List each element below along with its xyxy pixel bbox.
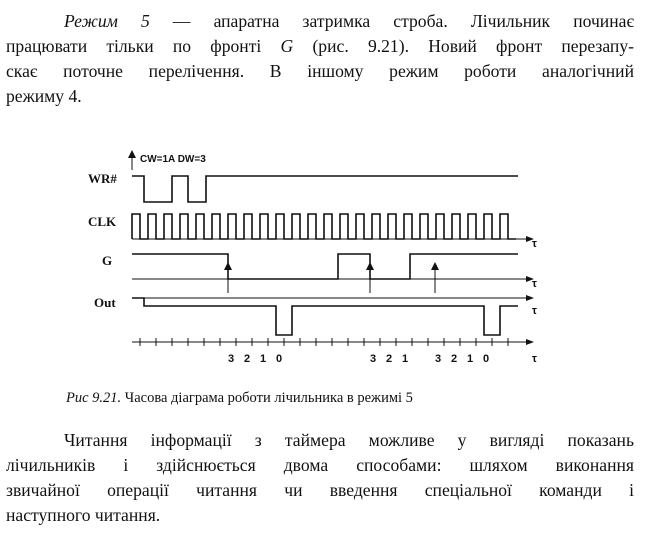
para1-line-2	[6, 34, 634, 59]
countdown-1-2: 2	[244, 353, 251, 365]
g-edge-arrow-icon-3	[431, 262, 439, 270]
g-edge-arrow-icon-2	[366, 262, 374, 270]
countdown-2-1: 1	[402, 353, 409, 365]
paragraph-reading	[6, 428, 634, 528]
para1-line-1	[6, 9, 634, 34]
clk-label: CLK	[88, 214, 117, 229]
time-axis-arrow-icon	[526, 339, 534, 345]
paragraph-mode-5	[6, 9, 634, 109]
time-axis-tau: τ	[532, 353, 537, 365]
countdown-3-0: 0	[483, 353, 490, 365]
g-waveform	[132, 254, 518, 279]
g-axis-tau: τ	[532, 278, 537, 290]
clk-waveform	[132, 214, 516, 239]
g-label: G	[102, 253, 113, 268]
countdown-3-3: 3	[435, 353, 442, 365]
countdown-3-2: 2	[451, 353, 458, 365]
out-axis-tau: τ	[532, 305, 537, 317]
out-axis-arrow-icon	[526, 295, 534, 301]
caption-text: Часова діаграма роботи лічильника в режимі 5	[121, 390, 413, 406]
timing-diagram	[80, 148, 550, 368]
para2-line-2: лічильників і здійснюється двома способами: шляхом виконання	[6, 455, 634, 475]
header-label: CW=1A DW=3	[140, 154, 206, 165]
countdown-1-1: 1	[260, 353, 267, 365]
para1-line-1-text: — апаратна затримка строба. Лічильник починає	[149, 11, 634, 31]
countdown-3-1: 1	[467, 353, 474, 365]
out-waveform	[132, 298, 518, 335]
para1-line-4: режиму 4.	[6, 86, 82, 106]
header-arrow-head-icon	[128, 150, 136, 158]
caption-figure-number: Рис 9.21.	[66, 390, 122, 406]
para2-line-1: Читання інформації з таймера можливе у вигляді показань	[64, 430, 634, 450]
para2-line-4: наступного читання.	[6, 505, 161, 525]
out-label: Out	[94, 295, 116, 310]
countdown-1-3: 3	[228, 353, 235, 365]
mode-5-term: Режим 5	[64, 11, 150, 31]
figure-caption	[66, 389, 586, 407]
wr-label: WR#	[88, 171, 117, 186]
countdown-1-0: 0	[276, 353, 283, 365]
countdown-2-2: 2	[386, 353, 393, 365]
g-edge-arrow-icon-1	[224, 262, 232, 270]
g-symbol: G	[280, 36, 294, 56]
para1-line-3: скає поточне перелічення. В іншому режим роботи аналогічний	[6, 61, 634, 81]
countdown-2-3: 3	[370, 353, 377, 365]
clk-axis-tau: τ	[532, 238, 537, 250]
para2-line-3: звичайної операції читання чи введення спеціальної команди і	[6, 480, 634, 500]
wr-waveform	[132, 176, 518, 202]
para1-line-2-text: (рис. 9.21). Новий фронт перезапу-	[293, 36, 635, 56]
para1-line-2-pre: працювати тільки по фронті	[6, 36, 281, 56]
